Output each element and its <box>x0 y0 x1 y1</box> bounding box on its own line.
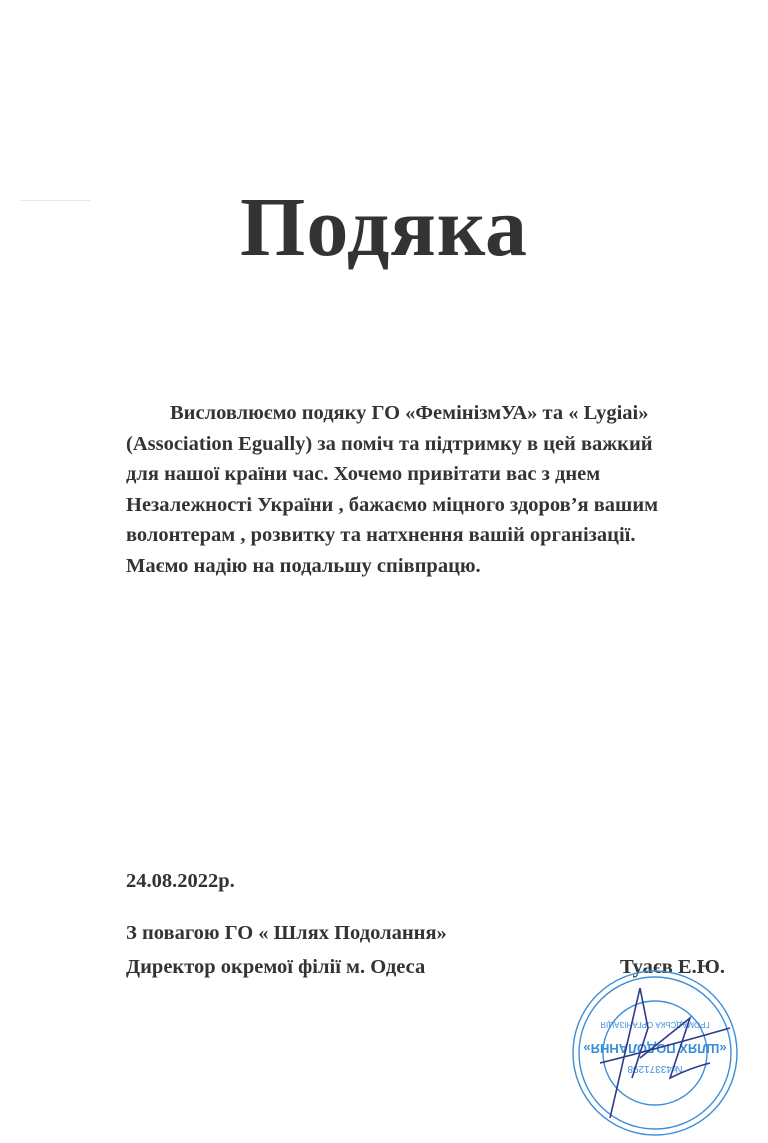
signer-position: Директор окремої філії м. Одеса <box>126 956 426 978</box>
document-body <box>126 398 726 581</box>
body-line: для нашої країни час. Хочемо привітати вас з днем <box>126 463 601 485</box>
organization-stamp <box>570 968 740 1138</box>
body-line: Незалежності України , бажаємо міцного здоров’я вашим <box>126 493 659 516</box>
stamp-number: №43371298 <box>627 1063 683 1074</box>
document-title: Подяка <box>240 181 528 274</box>
body-line: волонтерам , розвитку та натхнення вашій організації. <box>126 524 636 546</box>
body-line: Маємо надію на подальшу співпрацю. <box>126 554 481 577</box>
stamp-icon <box>570 968 740 1138</box>
stamp-ring-text: ГРОМАДСЬКА ОРГАНІЗАЦІЯ <box>600 1020 710 1029</box>
document-date: 24.08.2022р. <box>126 870 235 892</box>
regards-line: З повагою ГО « Шлях Подолання» <box>126 922 447 944</box>
signer-name: Туаєв Е.Ю. <box>620 956 725 978</box>
body-line: (Association Egually) за поміч та підтримку в цей важкий <box>126 432 653 455</box>
stamp-center-text: «ШЛЯХ ПОДОЛАННЯ» <box>583 1041 727 1056</box>
body-line: Висловлюємо подяку ГО «ФемінізмУА» та « Lygiai» <box>170 402 649 424</box>
